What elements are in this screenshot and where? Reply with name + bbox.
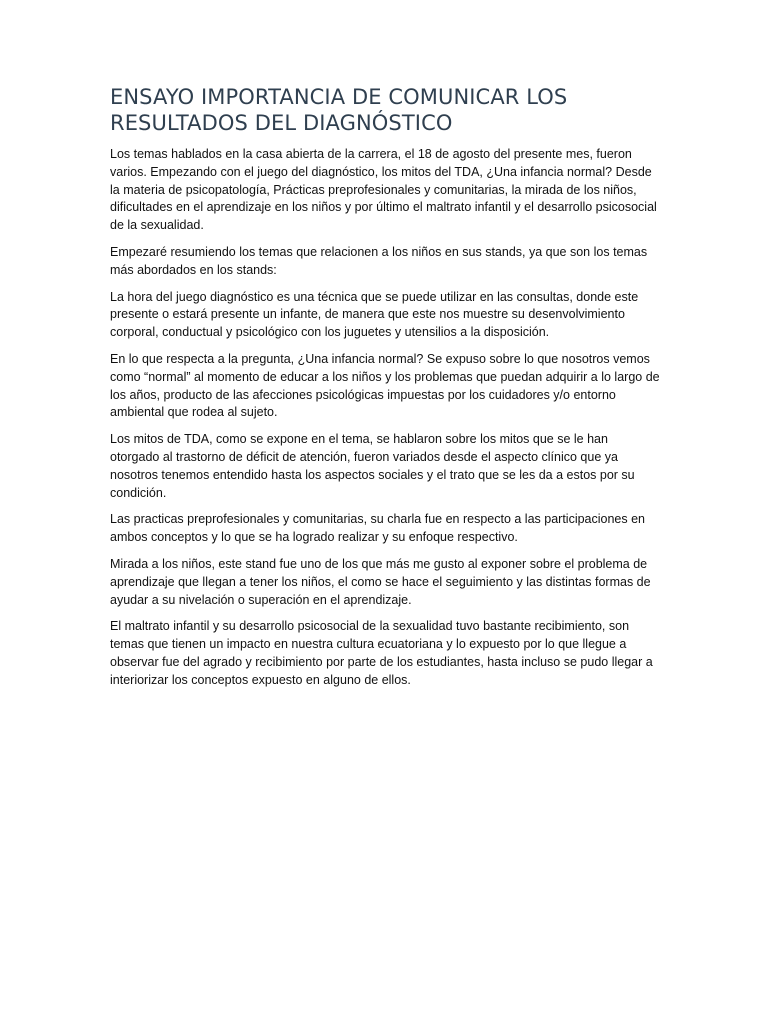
paragraph-infancia-normal: En lo que respecta a la pregunta, ¿Una infancia normal? Se expuso sobre lo que nosotros vemos como “normal” al momento de educar a los niños y los problemas que puedan adquirir a lo largo de los años, producto de las afecciones psicológicas impuestas por los cuidadores y/o entorno ambiental que rodea al sujeto. [110,351,660,420]
paragraph-intro: Los temas hablados en la casa abierta de la carrera, el 18 de agosto del presente mes, fueron varios. Empezando con el juego del diagnóstico, los mitos del TDA, ¿Una infancia normal? Desde la materia de psicopatología, Prácticas preprofesionales y comunitarias, la mirada de los niños, dificultades en el aprendizaje en los niños y por último el maltrato infantil y el desarrollo psicosocial de la sexualidad. [110,147,657,233]
paragraph-practicas: Las practicas preprofesionales y comunitarias, su charla fue en respecto a las participaciones en ambos conceptos y lo que se ha logrado realizar y su enfoque respectivo. [110,512,646,545]
paragraph-summary: Empezaré resumiendo los temas que relacionen a los niños en sus stands, ya que son los temas más abordados en los stands: [110,244,648,277]
paragraph-maltrato-infantil: El maltrato infantil y su desarrollo psicosocial de la sexualidad tuvo bastante recibimiento, son temas que tienen un impacto en nuestra cultura ecuatoriana y lo expuesto por lo que llegue a observar fue del agrado y recibimiento por parte de los estudiantes, hasta incluso se pudo llegar a interiorizar los conceptos expuesto en alguno de ellos. [110,619,653,687]
paragraph-mitos-tda: Los mitos de TDA, como se expone en el tema, se hablaron sobre los mitos que se le han otorgado al trastorno de déficit de atención, fueron variados desde el aspecto clínico que ya nosotros tenemos entendido hasta los aspectos sociales y el trato que se les da a estos por su condición. [110,432,635,500]
paragraph-mirada-ninos: Mirada a los niños, este stand fue uno de los que más me gusto al exponer sobre el problema de aprendizaje que llegan a tener los niños, el como se hace el seguimiento y las distintas formas de ayudar a su nivelación o superación en el aprendizaje. [110,556,651,607]
document-body [110,84,660,699]
paragraph-juego-diagnostico: La hora del juego diagnóstico es una técnica que se puede utilizar en las consultas, donde este presente o estará presente un infante, de manera que este nos muestre su desenvolvimiento corporal, conductual y psicológico con los juguetes y utensilios a la disposición. [110,289,639,340]
document-title: ENSAYO IMPORTANCIA DE COMUNICAR LOS RESULTADOS DEL DIAGNÓSTICO [110,85,568,135]
